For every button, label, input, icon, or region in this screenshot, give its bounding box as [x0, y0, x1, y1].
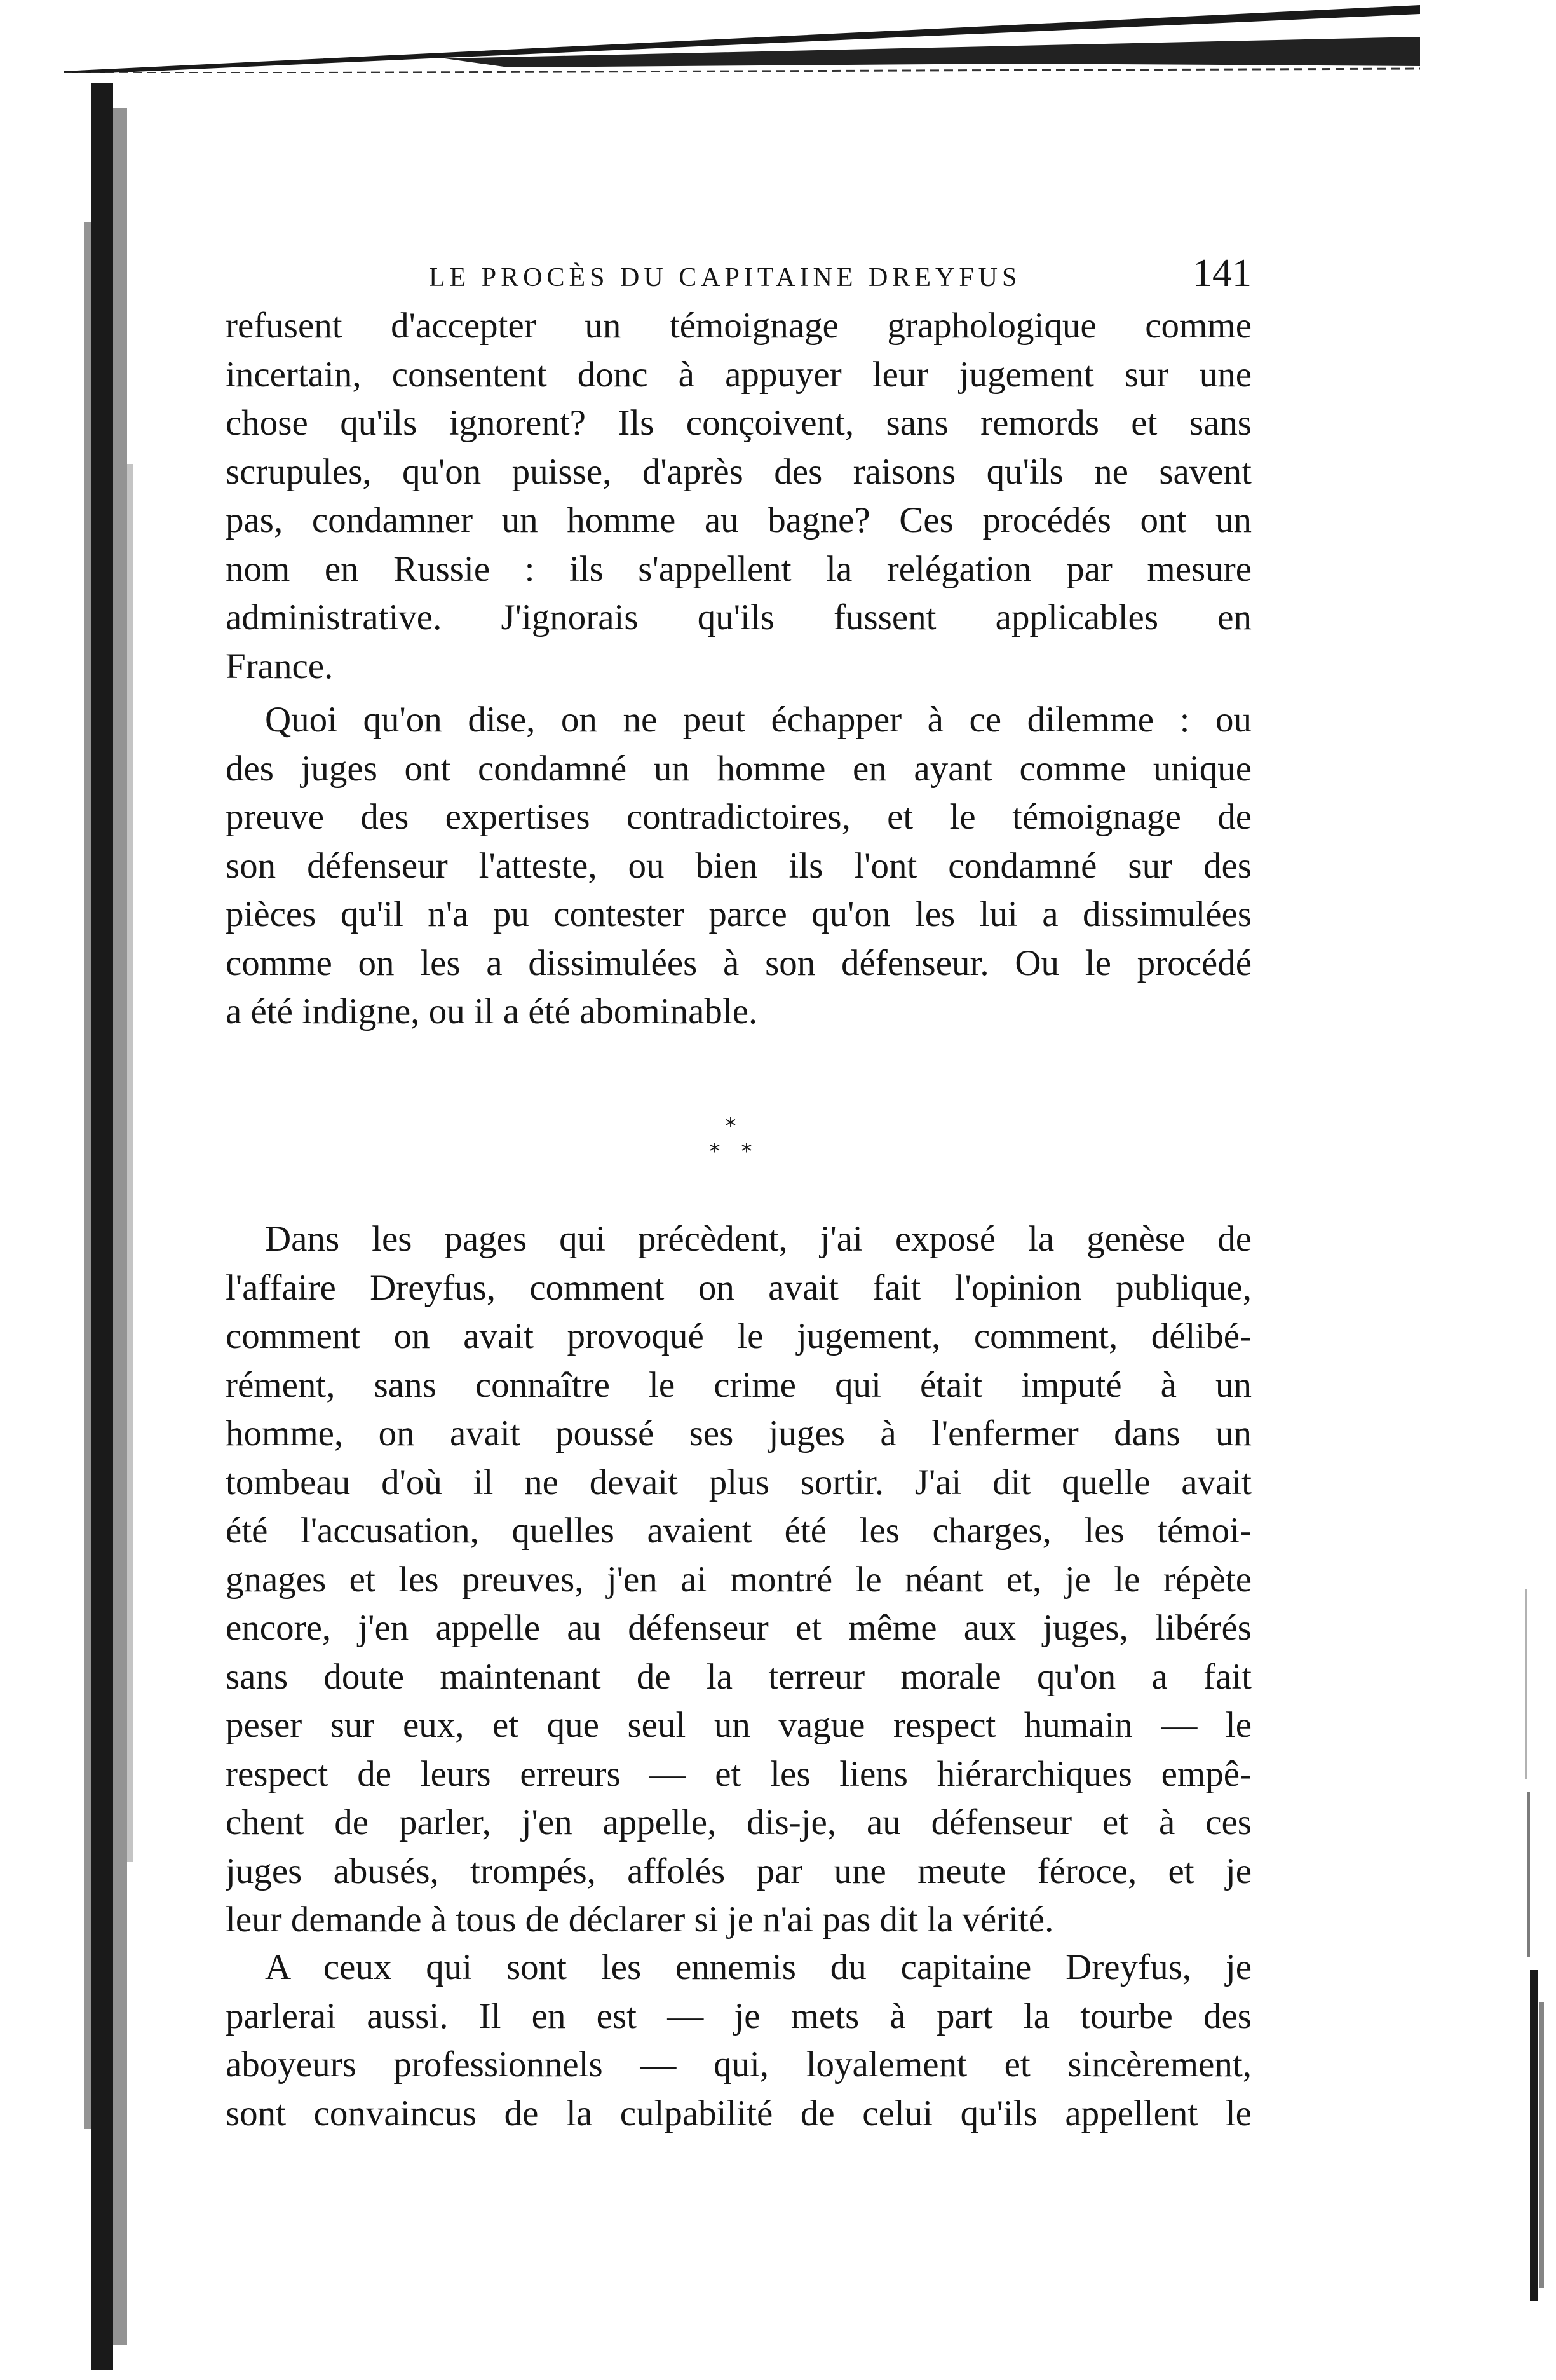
paragraph	[226, 1215, 1252, 1945]
text-line: rément, sans connaître le crime qui était imputé à un	[226, 1364, 1252, 1405]
text-line: été l'accusation, quelles avaient été les charges, les témoi-	[226, 1511, 1252, 1551]
text-line: juges abusés, trompés, affolés par une meute féroce, et je	[226, 1851, 1252, 1891]
text-line: encore, j'en appelle au défenseur et même aux juges, libérés	[226, 1608, 1252, 1648]
paragraph	[226, 696, 1252, 1037]
running-title: LE PROCÈS DU CAPITAINE DREYFUS	[429, 263, 1022, 292]
text-line: preuve des expertises contradictoires, et le témoignage de	[226, 797, 1252, 837]
text-line: A ceux qui sont les ennemis du capitaine Dreyfus, je	[265, 1947, 1252, 1987]
svg-text:*: *	[709, 1139, 720, 1164]
text-line: homme, on avait poussé ses juges à l'enfermer dans un	[226, 1413, 1252, 1453]
text-line: refusent d'accepter un témoignage graphologique comme	[226, 306, 1252, 346]
text-line: comment on avait provoqué le jugement, comment, délibé-	[226, 1316, 1252, 1356]
text-line: son défenseur l'atteste, ou bien ils l'ont condamné sur des	[226, 845, 1252, 886]
text-line: administrative. J'ignorais qu'ils fussent applicables en	[226, 597, 1252, 637]
asterism-ornament	[696, 1109, 766, 1166]
text-line: France.	[226, 646, 334, 686]
text-line: des juges ont condamné un homme en ayant comme unique	[226, 748, 1252, 789]
text-line: incertain, consentent donc à appuyer leur jugement sur une	[226, 354, 1252, 395]
text-line: pièces qu'il n'a pu contester parce qu'on les lui a dissimulées	[226, 894, 1252, 934]
text-line: sans doute maintenant de la terreur morale qu'on a fait	[226, 1656, 1252, 1697]
text-line: parlerai aussi. Il en est — je mets à part la tourbe des	[226, 1996, 1252, 2036]
text-line: respect de leurs erreurs — et les liens hiérarchiques empê-	[226, 1753, 1252, 1794]
text-line: chent de parler, j'en appelle, dis-je, au défenseur et à ces	[226, 1802, 1252, 1842]
paragraph	[226, 1943, 1252, 2138]
text-line: aboyeurs professionnels — qui, loyalement et sincèrement,	[226, 2044, 1252, 2084]
text-line: sont convaincus de la culpabilité de celui qu'ils appellent le	[226, 2093, 1252, 2133]
binding-shadow	[58, 83, 166, 2370]
paragraph	[226, 302, 1252, 691]
text-line: pas, condamner un homme au bagne? Ces procédés ont un	[226, 500, 1252, 540]
page-number: 141	[1193, 252, 1252, 295]
text-line: leur demande à tous de déclarer si je n'ai pas dit la vérité.	[226, 1900, 1054, 1940]
text-line: a été indigne, ou il a été abominable.	[226, 991, 758, 1031]
svg-text:*: *	[741, 1139, 752, 1164]
text-line: gnages et les preuves, j'en ai montré le néant et, je le répète	[226, 1559, 1252, 1600]
scan-right-edge	[1499, 1589, 1556, 2320]
text-line: Quoi qu'on dise, on ne peut échapper à ce dilemme : ou	[265, 700, 1252, 740]
running-head	[226, 251, 1252, 302]
text-line: tombeau d'où il ne devait plus sortir. J'ai dit quelle avait	[226, 1462, 1252, 1502]
text-line: l'affaire Dreyfus, comment on avait fait l'opinion publique,	[226, 1267, 1252, 1308]
text-line: nom en Russie : ils s'appellent la relégation par mesure	[226, 548, 1252, 589]
text-line: peser sur eux, et que seul un vague respect humain — le	[226, 1705, 1252, 1745]
text-line: Dans les pages qui précèdent, j'ai exposé la genèse de	[265, 1219, 1252, 1259]
svg-text:*: *	[725, 1113, 736, 1139]
text-line: chose qu'ils ignorent? Ils conçoivent, sans remords et sans	[226, 403, 1252, 443]
text-line: scrupules, qu'on puisse, d'après des raisons qu'ils ne savent	[226, 451, 1252, 492]
text-line: comme on les a dissimulées à son défenseur. Ou le procédé	[226, 942, 1252, 983]
scan-top-edge	[64, 0, 1420, 73]
